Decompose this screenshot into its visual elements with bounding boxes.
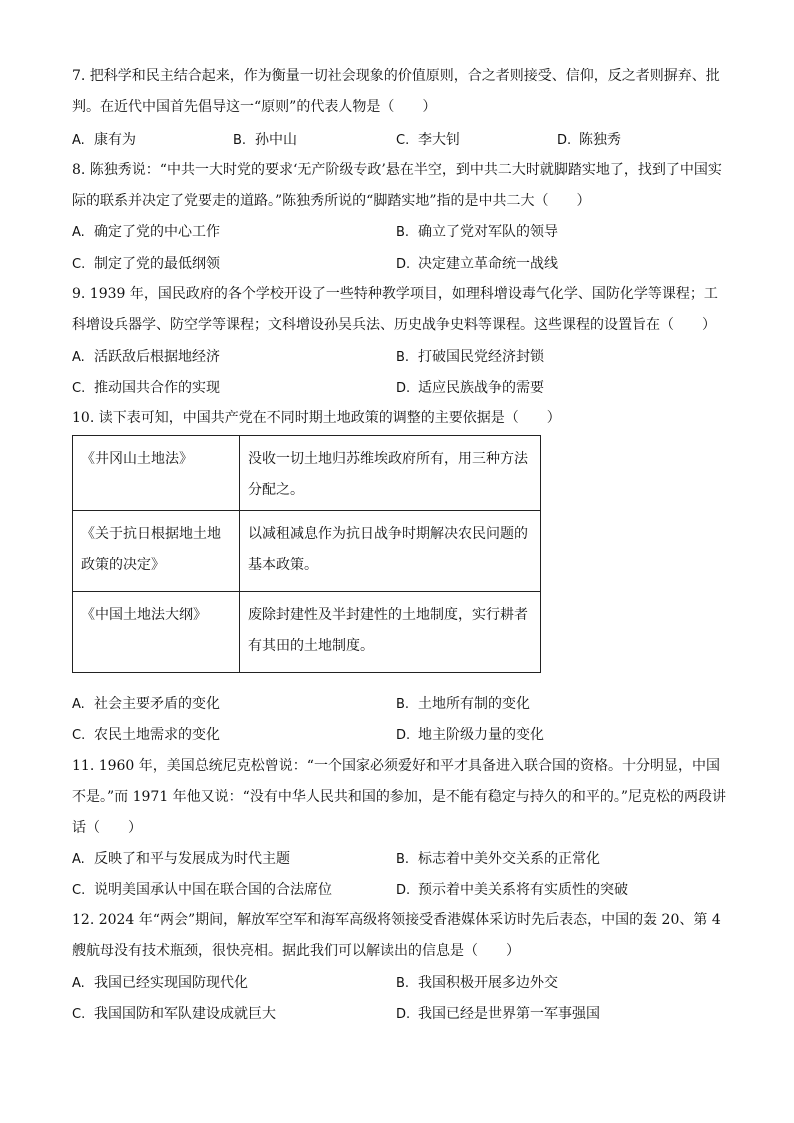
option-text: 适应民族战争的需要: [418, 380, 544, 396]
q7-option-a[interactable]: [72, 130, 136, 151]
option-label: B.: [233, 133, 247, 148]
q10-option-c[interactable]: [72, 725, 220, 746]
option-text: 制定了党的最低纲领: [94, 256, 220, 272]
option-label: D.: [557, 133, 572, 148]
option-label: B.: [396, 225, 410, 240]
option-label: C.: [396, 133, 410, 148]
option-label: C.: [72, 257, 86, 272]
option-text: 确立了党对军队的领导: [418, 224, 558, 240]
question-12-stem: 12. 2024 年“两会”期间，解放军空军和海军高级将领接受香港媒体采访时先后表态，中国的轰 20、第 4 艘航母没有技术瓶颈，很快亮相。据此我们可以解读出的信息是（ ）: [72, 912, 721, 959]
option-label: B.: [396, 976, 410, 991]
q7-option-b[interactable]: [233, 130, 297, 151]
option-text: 康有为: [94, 132, 136, 148]
q8-option-b[interactable]: [396, 222, 558, 243]
q11-option-d[interactable]: [396, 880, 628, 901]
option-text: 孙中山: [255, 132, 297, 148]
option-label: B.: [396, 852, 410, 867]
option-label: C.: [72, 1007, 86, 1022]
option-text: 决定建立革命统一战线: [418, 256, 558, 272]
question-10-stem: 10. 读下表可知，中国共产党在不同时期土地政策的调整的主要依据是（ ）: [72, 410, 561, 426]
q10-option-a[interactable]: [72, 694, 220, 715]
option-label: B.: [396, 697, 410, 712]
option-label: D.: [396, 257, 411, 272]
option-label: A.: [72, 852, 85, 867]
q8-option-a[interactable]: [72, 222, 220, 243]
question-8-stem: 8. 陈独秀说：“中共一大时党的要求‘无产阶级专政’悬在半空，到中共二大时就脚踏实地了，找到了中国实际的联系并决定了党要走的道路。”陈独秀所说的“脚踏实地”指的是中共二大（ ）: [72, 162, 722, 209]
option-text: 预示着中美关系将有实质性的突破: [418, 882, 628, 898]
option-text: 社会主要矛盾的变化: [94, 696, 220, 712]
option-label: D.: [396, 381, 411, 396]
option-text: 说明美国承认中国在联合国的合法席位: [94, 882, 332, 898]
table-cell-law: 《关于抗日根据地土地政策的决定》: [73, 511, 240, 592]
q9-option-a[interactable]: [72, 347, 220, 368]
option-text: 反映了和平与发展成为时代主题: [94, 851, 290, 867]
option-label: B.: [396, 350, 410, 365]
table-cell-content: 没收一切土地归苏维埃政府所有，用三种方法分配之。: [240, 436, 541, 511]
q8-option-d[interactable]: [396, 254, 558, 275]
option-label: A.: [72, 976, 85, 991]
option-text: 地主阶级力量的变化: [418, 727, 544, 743]
option-label: D.: [396, 728, 411, 743]
q9-option-d[interactable]: [396, 378, 544, 399]
table-cell-law: 《中国土地法大纲》: [73, 592, 240, 673]
question-11-stem: 11. 1960 年，美国总统尼克松曾说：“一个国家必须爱好和平才具备进入联合国的资格。十分明显，中国不是。”而 1971 年他又说：“没有中华人民共和国的参加，是不能有稳定与持久的和平的。”尼克松的两段讲话（ ）: [72, 758, 726, 836]
option-label: A.: [72, 133, 85, 148]
option-text: 我国积极开展多边外交: [418, 975, 558, 991]
option-text: 确定了党的中心工作: [94, 224, 220, 240]
q11-option-b[interactable]: [396, 849, 600, 870]
table-row: [73, 592, 541, 673]
option-text: 农民土地需求的变化: [94, 727, 220, 743]
q12-option-c[interactable]: [72, 1004, 276, 1025]
q9-option-c[interactable]: [72, 378, 220, 399]
q12-option-b[interactable]: [396, 973, 558, 994]
option-text: 我国已经实现国防现代化: [94, 975, 248, 991]
option-text: 打破国民党经济封锁: [418, 349, 544, 365]
option-label: C.: [72, 381, 86, 396]
option-text: 推动国共合作的实现: [94, 380, 220, 396]
option-label: C.: [72, 883, 86, 898]
q12-option-d[interactable]: [396, 1004, 600, 1025]
option-label: A.: [72, 225, 85, 240]
option-text: 李大钊: [418, 132, 460, 148]
land-policy-table: [72, 435, 541, 673]
table-row: [73, 436, 541, 511]
q11-option-c[interactable]: [72, 880, 332, 901]
option-label: D.: [396, 1007, 411, 1022]
option-label: C.: [72, 728, 86, 743]
q10-option-d[interactable]: [396, 725, 544, 746]
option-text: 标志着中美外交关系的正常化: [418, 851, 600, 867]
q10-option-b[interactable]: [396, 694, 530, 715]
table-cell-content: 废除封建性及半封建性的土地制度，实行耕者有其田的土地制度。: [240, 592, 541, 673]
option-label: D.: [396, 883, 411, 898]
q11-option-a[interactable]: [72, 849, 290, 870]
q8-option-c[interactable]: [72, 254, 220, 275]
option-text: 我国已经是世界第一军事强国: [418, 1006, 600, 1022]
table-row: [73, 511, 541, 592]
option-text: 土地所有制的变化: [418, 696, 530, 712]
option-text: 我国国防和军队建设成就巨大: [94, 1006, 276, 1022]
option-label: A.: [72, 350, 85, 365]
option-label: A.: [72, 697, 85, 712]
table-cell-content: 以减租减息作为抗日战争时期解决农民问题的基本政策。: [240, 511, 541, 592]
q7-option-c[interactable]: [396, 130, 460, 151]
q12-option-a[interactable]: [72, 973, 248, 994]
question-9-stem: 9. 1939 年，国民政府的各个学校开设了一些特种教学项目，如理科增设毒气化学、国防化学等课程；工科增设兵器学、防空学等课程；文科增设孙吴兵法、历史战争史料等课程。这些课程的设置旨在（ ）: [72, 286, 718, 333]
question-7-stem: 7. 把科学和民主结合起来，作为衡量一切社会现象的价值原则，合之者则接受、信仰，反之者则摒弃、批判。在近代中国首先倡导这一“原则”的代表人物是（ ）: [72, 68, 720, 115]
table-cell-law: 《井冈山土地法》: [73, 436, 240, 511]
option-text: 活跃敌后根据地经济: [94, 349, 220, 365]
q7-option-d[interactable]: [557, 130, 621, 151]
option-text: 陈独秀: [579, 132, 621, 148]
q9-option-b[interactable]: [396, 347, 544, 368]
